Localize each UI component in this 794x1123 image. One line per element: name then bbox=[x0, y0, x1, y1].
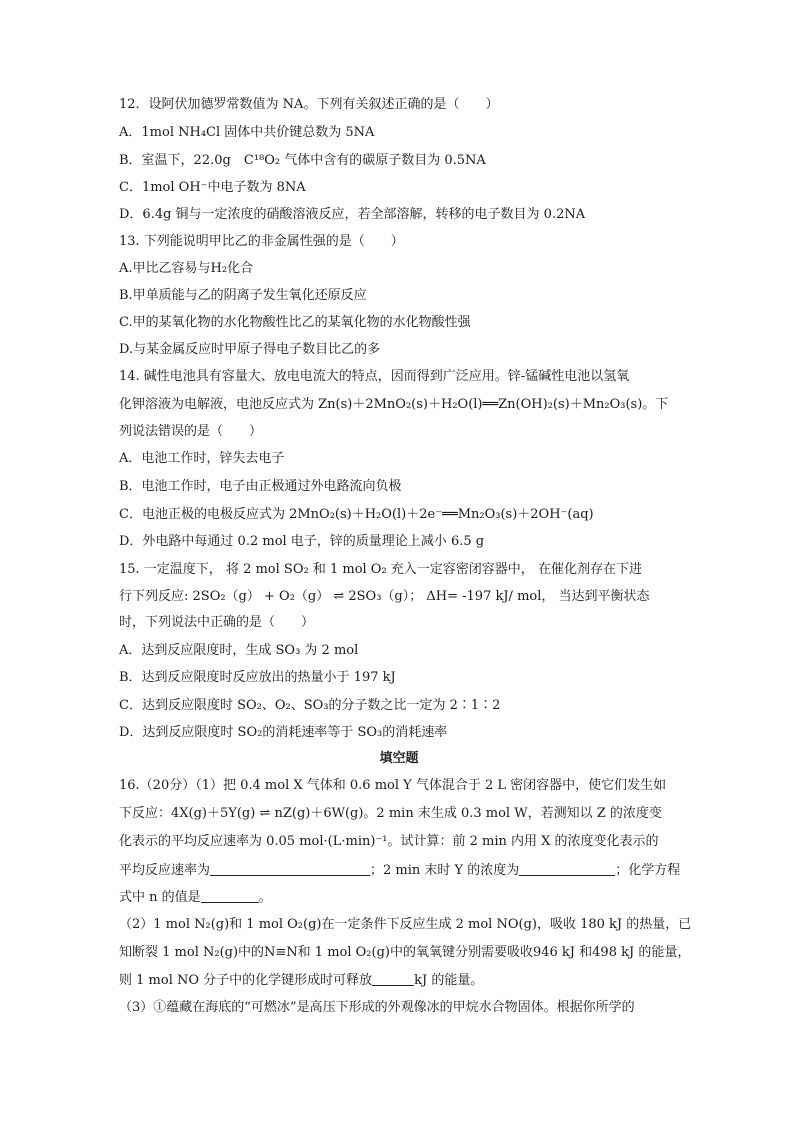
q12-stem: 12．设阿伏加德罗常数值为 NA。下列有关叙述正确的是（ ） bbox=[119, 97, 499, 112]
q16-line-6: （2）1 mol N₂(g)和 1 mol O₂(g)在一定条件下反应生成 2 mol NO(g)，吸收 180 kJ 的热量，已 bbox=[119, 917, 692, 932]
q16-line-8-part-2: kJ 的能量。 bbox=[414, 973, 484, 988]
q12-option-a: A．1mol NH₄Cl 固体中共价键总数为 5NA bbox=[119, 125, 375, 140]
q14-stem-line-1: 14. 碱性电池具有容量大、放电电流大的特点，因而得到广泛应用。锌-锰碱性电池以氢氧 bbox=[119, 369, 630, 384]
q14-option-a: A．电池工作时，锌失去电子 bbox=[119, 451, 285, 466]
answer-blank-x-rate[interactable] bbox=[210, 861, 370, 876]
q13-option-b: B.甲单质能与乙的阴离子发生氧化还原反应 bbox=[119, 288, 367, 303]
q16-line-3: 化表示的平均反应速率为 0.05 mol·(L·min)⁻¹。试计算：前 2 min 内用 X 的浓度变化表示的 bbox=[119, 834, 659, 849]
q16-line-8-part-1: 则 1 mol NO 分子中的化学键形成时可释放 bbox=[119, 973, 373, 988]
q15-option-c: C．达到反应限度时 SO₂、O₂、SO₃的分子数之比一定为 2∶1∶2 bbox=[119, 698, 501, 713]
q16-line-4-part-1: 平均反应速率为 bbox=[119, 863, 211, 878]
q16-line-5-part-2: 。 bbox=[258, 890, 272, 905]
q14-option-b: B．电池工作时，电子由正极通过外电路流向负极 bbox=[119, 479, 402, 494]
q13-option-c: C.甲的某氧化物的水化物酸性比乙的某氧化物的水化物酸性强 bbox=[119, 315, 471, 330]
q15-stem-line-2: 行下列反应: 2SO₂（g） + O₂（g） ⇌ 2SO₃（g）； ΔH= -197 kJ/ mol， 当达到平衡状态 bbox=[119, 589, 650, 604]
q16-line-4 bbox=[119, 861, 679, 880]
q16-line-5-part-1: 式中 n 的值是 bbox=[119, 890, 201, 905]
q13-option-a: A.甲比乙容易与H₂化合 bbox=[119, 261, 254, 276]
q14-stem-line-3: 列说法错误的是（ ） bbox=[119, 424, 263, 439]
q16-line-1: 16.（20分）（1）把 0.4 mol X 气体和 0.6 mol Y 气体混合于 2 L 密闭容器中，使它们发生如 bbox=[119, 778, 667, 793]
q16-line-8 bbox=[119, 971, 679, 990]
q14-option-d: D．外电路中每通过 0.2 mol 电子，锌的质量理论上减小 6.5 g bbox=[119, 534, 485, 549]
answer-blank-energy[interactable] bbox=[372, 971, 414, 986]
q15-stem-line-3: 时，下列说法中正确的是（ ） bbox=[119, 615, 315, 630]
q16-line-7: 知断裂 1 mol N₂(g)中的N≡N和 1 mol O₂(g)中的氧氧键分别需要吸收946 kJ 和498 kJ 的能量， bbox=[119, 945, 691, 960]
section-title: 填空题 bbox=[379, 751, 419, 766]
q13-option-d: D.与某金属反应时甲原子得电子数目比乙的多 bbox=[119, 342, 381, 357]
q16-line-4-part-2: ；2 min 末时 Y 的浓度为 bbox=[370, 863, 520, 878]
q12-option-c: C．1mol OH⁻中电子数为 8NA bbox=[119, 180, 306, 195]
q16-line-2: 下反应：4X(g)＋5Y(g) ⇌ nZ(g)＋6W(g)。2 min 末生成 0.3 mol W，若测知以 Z 的浓度变 bbox=[119, 806, 662, 821]
q14-option-c: C．电池正极的电极反应式为 2MnO₂(s)＋H₂O(l)＋2e⁻══Mn₂O₃(s)＋2OH⁻(aq) bbox=[119, 507, 594, 522]
q15-option-b: B．达到反应限度时反应放出的热量小于 197 kJ bbox=[119, 670, 396, 685]
q15-stem-line-1: 15. 一定温度下， 将 2 mol SO₂ 和 1 mol O₂ 充入一定容密闭容器中， 在催化剂存在下进 bbox=[119, 562, 642, 577]
q16-line-4-part-3: ；化学方程 bbox=[615, 863, 681, 878]
q15-option-d: D．达到反应限度时 SO₂的消耗速率等于 SO₃的消耗速率 bbox=[119, 725, 448, 740]
q14-stem-line-2: 化钾溶液为电解液，电池反应式为 Zn(s)＋2MnO₂(s)＋H₂O(l)══Zn(OH)₂(s)＋Mn₂O₃(s)。下 bbox=[119, 397, 669, 412]
q15-option-a: A．达到反应限度时，生成 SO₃ 为 2 mol bbox=[119, 643, 359, 658]
q16-line-9: （3）①蕴藏在海底的“可燃冰”是高压下形成的外观像冰的甲烷水合物固体。根据你所学的 bbox=[119, 1000, 635, 1015]
answer-blank-y-conc[interactable] bbox=[519, 861, 615, 876]
q12-option-b: B．室温下，22.0g C¹⁸O₂ 气体中含有的碳原子数目为 0.5NA bbox=[119, 153, 486, 168]
answer-blank-n[interactable] bbox=[201, 888, 259, 903]
q16-line-5 bbox=[119, 888, 679, 907]
q13-stem: 13. 下列能说明甲比乙的非金属性强的是（ ） bbox=[119, 234, 404, 249]
q12-option-d: D．6.4g 铜与一定浓度的硝酸溶液反应，若全部溶解，转移的电子数目为 0.2NA bbox=[119, 207, 586, 222]
